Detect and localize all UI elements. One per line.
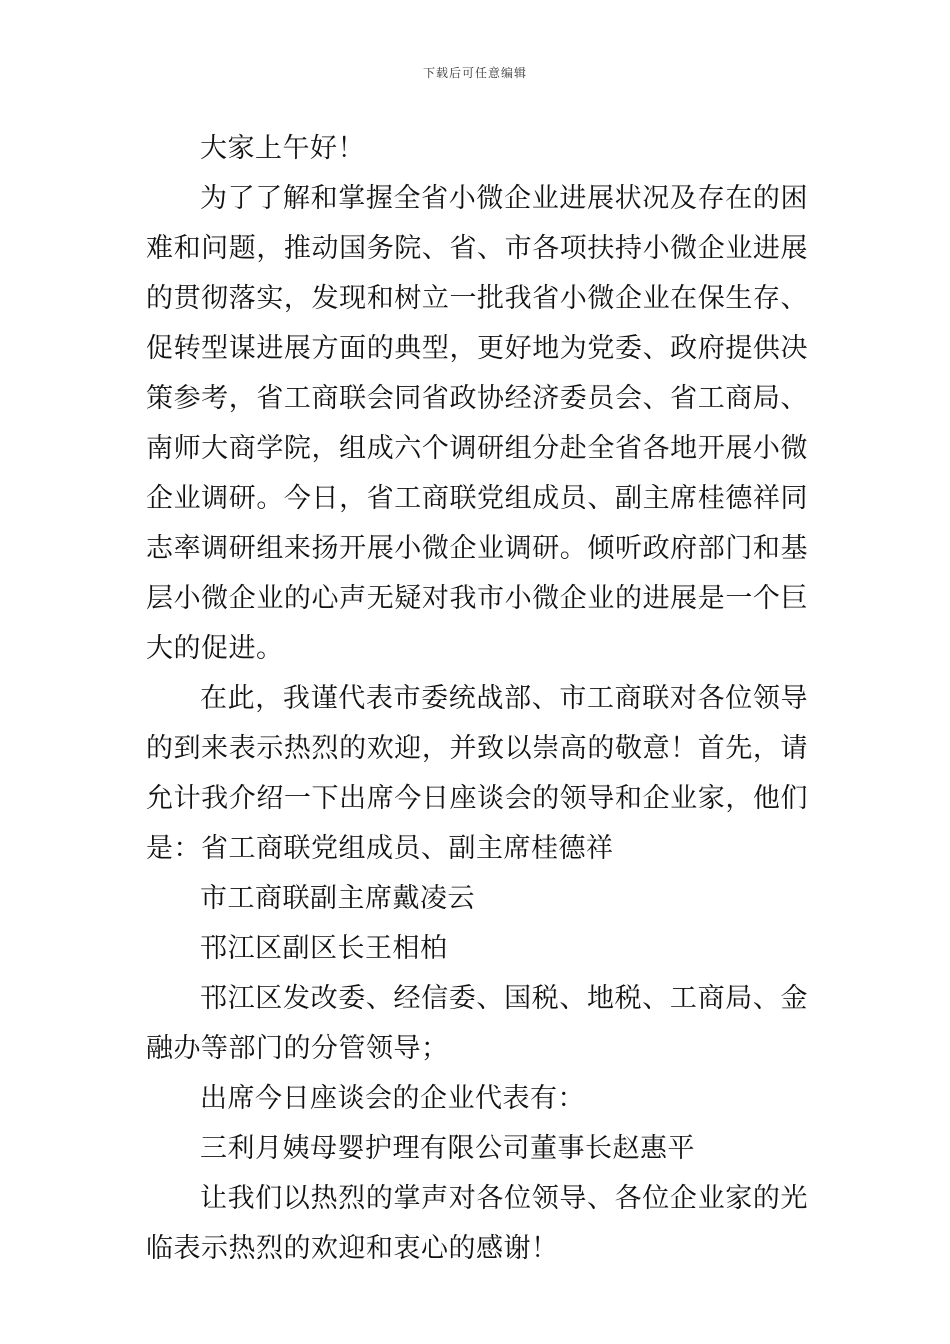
paragraph-greeting: 大家上午好！	[200, 133, 365, 164]
paragraph-welcome: 在此，我谨代表市委统战部、市工商联对各位领导的到来表示热烈的欢迎，并致以崇高的敬意！首先，请允计我介绍一下出席今日座谈会的领导和企业家，他们是：省工商联党组成员、副主席桂德祥	[146, 683, 808, 864]
paragraph-attendee: 市工商联副主席戴凌云	[200, 883, 475, 914]
paragraph-background: 为了了解和掌握全省小微企业进展状况及存在的困难和问题，推动国务院、省、市各项扶持小微企业进展的贯彻落实，发现和树立一批我省小微企业在保生存、促转型谋进展方面的典型，更好地为党委、政府提供决策参考，省工商联会同省政协经济委员会、省工商局、南师大商学院，组成六个调研组分赴全省各地开展小微企业调研。今日，省工商联党组成员、副主席桂德祥同志率调研组来扬开展小微企业调研。倾听政府部门和基层小微企业的心声无疑对我市小微企业的进展是一个巨大的促进。	[146, 183, 808, 664]
paragraph-enterprise-rep: 三利月姨母婴护理有限公司董事长赵惠平	[200, 1133, 695, 1164]
paragraph-enterprise-intro: 出席今日座谈会的企业代表有：	[200, 1083, 585, 1114]
document-body	[146, 124, 808, 1274]
paragraph-closing: 让我们以热烈的掌声对各位领导、各位企业家的光临表示热烈的欢迎和衷心的感谢！	[146, 1183, 808, 1264]
header-note: 下载后可任意编辑	[422, 66, 527, 80]
paragraph-departments: 邗江区发改委、经信委、国税、地税、工商局、金融办等部门的分管领导；	[146, 983, 808, 1064]
paragraph-attendee: 邗江区副区长王相柏	[200, 933, 448, 964]
